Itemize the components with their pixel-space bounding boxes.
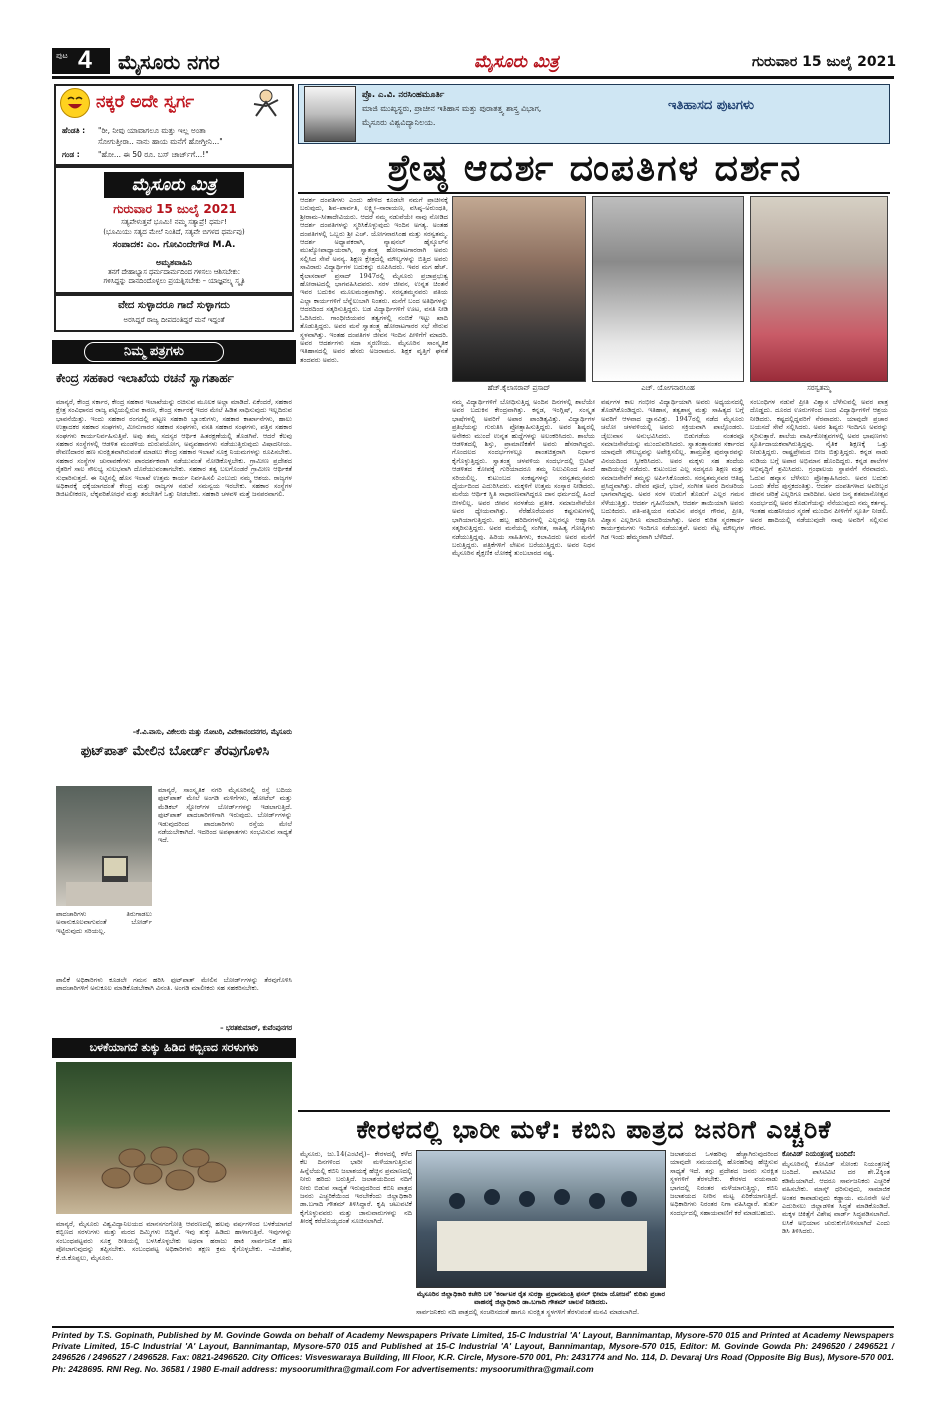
portrait-photo-1: [452, 196, 586, 382]
feature-headline: ಶ್ರೇಷ್ಠ ಆದರ್ಶ ದಂಪತಿಗಳ ದರ್ಶನ: [387, 148, 803, 189]
letter-body-rusted-rods: ಮಾನ್ಯರೆ, ಮೈಸೂರು ವಿಶ್ವವಿದ್ಯಾನಿಲಯದ ಮಾನಸಗಂಗೋತ್ರಿ ಆವರಣದಲ್ಲಿ ಹಲವು ವರ್ಷಗಳಿಂದ ಬಳಕೆಯಾಗದೆ ಕಬ್ಬಿಣದ ಸರಳುಗಳು ಮತ್ತು ಮರದ ದಿಮ್ಮಿಗಳು ಬಿದ್ದಿವೆ. ಇವು ತುಕ್ಕು ಹಿಡಿದು ಹಾಳಾಗುತ್ತಿವೆ. ಇವುಗಳನ್ನು ಸಂಬಂಧಪಟ್ಟವರು ಸೂಕ್ತ ರೀತಿಯಲ್ಲಿ ಬಳಸಿಕೊಳ್ಳಬೇಕು ಅಥವಾ ಹರಾಜು ಹಾಕಿ ಸಾರ್ವಜನಿಕ ಹಣ ಪೋಲಾಗುವುದನ್ನು ತಪ್ಪಿಸಬೇಕು. ಸಂಬಂಧಪಟ್ಟ ಅಧಿಕಾರಿಗಳು ತಕ್ಷಣ ಕ್ರಮ ಕೈಗೊಳ್ಳಬೇಕು. –ವಿಜಿತೇಶ, ಕೆ.ಜಿ.ಕೊಪ್ಪಲು, ಮೈಸೂರು.: [56, 1220, 292, 1262]
feature-column-4: ಸಂಬಂಧಿಗಳ ನಡುವೆ ಪ್ರೀತಿ ವಿಶ್ವಾಸ ಬೆಳೆಸುವಲ್ಲಿ ಅವರ ಪಾತ್ರ ದೊಡ್ಡದು. ದೂರದ ಊರುಗಳಿಂದ ಬಂದ ವಿದ್ಯಾರ್ಥಿಗಳಿಗೆ ಆಶ್ರಯ ನೀಡಿದರು. ಕಷ್ಟದಲ್ಲಿದ್ದವರಿಗೆ ನೆರವಾದರು. ಯಾವುದೇ ಪ್ರಚಾರ ಬಯಸದೆ ಸೇವೆ ಸಲ್ಲಿಸಿದರು. ಅವರ ಶಿಷ್ಯರು ಇಂದಿಗೂ ಅವರನ್ನು ಸ್ಮರಿಸುತ್ತಾರೆ. ಶಾಲೆಯ ವಾರ್ಷಿಕೋತ್ಸವಗಳಲ್ಲಿ ಅವರ ಭಾಷಣಗಳು ಸ್ಫೂರ್ತಿದಾಯಕವಾಗಿರುತ್ತಿದ್ದವು. ನೈತಿಕ ಶಿಕ್ಷಣಕ್ಕೆ ಒತ್ತು ನೀಡುತ್ತಿದ್ದರು. ರಾಷ್ಟ್ರಪ್ರೇಮದ ಬೀಜ ಬಿತ್ತುತ್ತಿದ್ದರು. ಕನ್ನಡ ನಾಡು ನುಡಿಯ ಬಗ್ಗೆ ಅಪಾರ ಅಭಿಮಾನ ಹೊಂದಿದ್ದರು. ಕನ್ನಡ ಶಾಲೆಗಳ ಅಭಿವೃದ್ಧಿಗೆ ಶ್ರಮಿಸಿದರು. ಗ್ರಂಥಾಲಯ ಸ್ಥಾಪನೆಗೆ ನೆರವಾದರು. ಓದುವ ಹವ್ಯಾಸ ಬೆಳೆಸಲು ಪ್ರೋತ್ಸಾಹಿಸಿದರು. ಅವರ ಬದುಕು ಒಂದು ತೆರೆದ ಪುಸ್ತಕದಂತಿತ್ತು. ಆದರ್ಶ ದಂಪತಿಗಳಾದ ಅವರಿಬ್ಬರ ಜೀವನ ಚರಿತ್ರೆ ಎಲ್ಲರಿಗೂ ದಾರಿದೀಪ. ಅವರ ಜನ್ಮ ಶತಮಾನೋತ್ಸವ ಸಂದರ್ಭದಲ್ಲಿ ಅವರ ಕೊಡುಗೆಯನ್ನು ನೆನೆಯುವುದು ನಮ್ಮ ಕರ್ತವ್ಯ. ಇಂತಹ ಮಹನೀಯರ ಸ್ಮರಣೆ ಮುಂದಿನ ಪೀಳಿಗೆಗೆ ಸ್ಫೂರ್ತಿ ನೀಡಲಿ. ಅವರ ಹಾದಿಯಲ್ಲಿ ನಡೆಯುವುದೇ ನಾವು ಅವರಿಗೆ ಸಲ್ಲಿಸುವ ಗೌರವ.: [750, 398, 888, 533]
author-name: ಪ್ರೊ. ಎ.ವಿ. ನರಸಿಂಹಮೂರ್ತಿ: [362, 90, 445, 100]
kerala-photo-caption: ಮೈಸೂರಿನ ಜಿಲ್ಲಾಧಿಕಾರಿ ಕಚೇರಿ ಬಳಿ 'ಕರ್ನಾಟಕ ರೈತ ಸುರಕ್ಷಾ ಪ್ರಧಾನಮಂತ್ರಿ ಫಸಲ್ ಭೀಮಾ ಯೋಜನೆ' ಕುರಿತು ಪ್ರಚಾರ ವಾಹನಕ್ಕೆ ಜಿಲ್ಲಾಧಿಕಾರಿ ಡಾ.ಬಗಾದಿ ಗೌತಮ್ ಚಾಲನೆ ನೀಡಿದರು.: [416, 1290, 666, 1306]
quote-title: ಅಮೃತವಾಹಿನಿ: [156, 258, 192, 267]
series-title: ಇತಿಹಾಸದ ಪುಟಗಳು: [668, 98, 755, 113]
headline-divider: [298, 192, 890, 194]
letters-title: ನಿಮ್ಮ ಪತ್ರಗಳು: [84, 342, 224, 362]
covid-subhead: ಕೋವಿಡ್ ನಿಯಂತ್ರಣಕ್ಕೆ ಬಂದಿದೆ:: [782, 1150, 856, 1158]
letter-body-footpath-3: ಪಾಲಿಕೆ ಅಧಿಕಾರಿಗಳು ಕೂಡಲೇ ಗಮನ ಹರಿಸಿ ಫುಟ್‌ಪಾತ್ ಮೇಲಿನ ಬೋರ್ಡ್‌ಗಳನ್ನು ತೆರವುಗೊಳಿಸಿ ಪಾದಚಾರಿಗಳಿಗೆ ಅನುಕೂಲ ಮಾಡಿಕೊಡಬೇಕಾಗಿ ವಿನಂತಿ. ಅಂಗಡಿ ಮಾಲೀಕರು ಸಹ ಸಹಕರಿಸಬೇಕು.: [56, 976, 292, 993]
kerala-column-1: ಮೈಸೂರು, ಜು.14(ಎಂಟಿವೈ)– ಕೇರಳದಲ್ಲಿ ಕಳೆದ ಕೆಲ ದಿನಗಳಿಂದ ಭಾರೀ ಮಳೆಯಾಗುತ್ತಿರುವ ಹಿನ್ನೆಲೆಯಲ್ಲಿ ಕಬಿನಿ ಜಲಾಶಯಕ್ಕೆ ಹೆಚ್ಚಿನ ಪ್ರಮಾಣದಲ್ಲಿ ನೀರು ಹರಿದು ಬರುತ್ತಿದೆ. ಜಲಾಶಯದಿಂದ ನದಿಗೆ ನೀರು ಬಿಡುವ ಸಾಧ್ಯತೆ ಇರುವುದರಿಂದ ಕಬಿನಿ ಪಾತ್ರದ ಜನರು ಎಚ್ಚರಿಕೆಯಿಂದ ಇರಬೇಕೆಂದು ಜಿಲ್ಲಾಧಿಕಾರಿ ಡಾ.ಬಗಾದಿ ಗೌತಮ್ ತಿಳಿಸಿದ್ದಾರೆ. ಕೃಷಿ ಚಟುವಟಿಕೆ ಕೈಗೊಳ್ಳುವವರು ಮತ್ತು ಜಾನುವಾರುಗಳನ್ನು ನದಿ ತೀರಕ್ಕೆ ಕರೆದೊಯ್ಯದಂತೆ ಸೂಚಿಸಲಾಗಿದೆ.: [300, 1150, 412, 1226]
letter-headline-footpath: ಫುಟ್‌ಪಾತ್ ಮೇಲಿನ ಬೋರ್ಡ್ ತೆರವುಗೊಳಿಸಿ: [80, 744, 270, 759]
masthead-editor: ಸಂಪಾದಕ: ಎಂ. ಗೋವಿಂದೇಗೌಡ M.A.: [112, 240, 236, 250]
joke-line-2: "ಹೋ... ಈ 50 ರೂ. ಬಸ್ ಚಾರ್ಜ್‌ಗೆ...!": [98, 150, 209, 159]
letter-body-footpath: ಮಾನ್ಯರೆ, ಸಾಂಸ್ಕೃತಿಕ ನಗರಿ ಮೈಸೂರಿನಲ್ಲಿ ರಸ್ತೆ ಬದಿಯ ಫುಟ್‌ಪಾತ್ ಮೇಲೆ ಅಂಗಡಿ ಮಳಿಗೆಗಳು, ಹೋಟೆಲ್ ಮತ್ತು ಮೆಡಿಕಲ್ ಸ್ಟೋರ್‌ಗಳ ಬೋರ್ಡ್‌ಗಳನ್ನು ಇಡಲಾಗುತ್ತಿದೆ. ಫುಟ್‌ಪಾತ್ ಪಾದಚಾರಿಗಳಿಗಾಗಿ ಇರುವುದು. ಬೋರ್ಡ್‌ಗಳನ್ನು ಇಡುವುದರಿಂದ ಪಾದಚಾರಿಗಳು ರಸ್ತೆಯ ಮೇಲೆ ನಡೆಯಬೇಕಾಗಿದೆ. ಇದರಿಂದ ಅಪಘಾತಗಳು ಸಂಭವಿಸುವ ಸಾಧ್ಯತೆ ಇದೆ.: [158, 786, 292, 845]
feature-column-2: ನಮ್ಮ ವಿದ್ಯಾರ್ಥಿಗಳಿಗೆ ಬೋಧಿಸುತ್ತಿದ್ದ ಅಂದಿನ ದಿನಗಳಲ್ಲಿ ಶಾಲೆಯೇ ಅವರ ಬದುಕಿನ ಕೇಂದ್ರವಾಗಿತ್ತು. ಕನ್ನಡ, ಇಂಗ್ಲಿಷ್, ಸಂಸ್ಕೃತ ಭಾಷೆಗಳಲ್ಲಿ ಅವರಿಗೆ ಅಪಾರ ಪಾಂಡಿತ್ಯವಿತ್ತು. ವಿದ್ಯಾರ್ಥಿಗಳ ಪ್ರತಿಭೆಯನ್ನು ಗುರುತಿಸಿ ಪ್ರೋತ್ಸಾಹಿಸುತ್ತಿದ್ದರು. ಅವರ ಶಿಷ್ಯರಲ್ಲಿ ಅನೇಕರು ಮುಂದೆ ಉನ್ನತ ಹುದ್ದೆಗಳನ್ನು ಅಲಂಕರಿಸಿದರು. ಶಾಲೆಯ ಆಡಳಿತದಲ್ಲಿ ಶಿಸ್ತು, ಪ್ರಾಮಾಣಿಕತೆಗೆ ಅವರು ಹೆಸರಾಗಿದ್ದರು. ಗೊಂದಲದ ಸಂದರ್ಭಗಳಲ್ಲೂ ಶಾಂತಚಿತ್ತರಾಗಿ ನಿರ್ಧಾರ ಕೈಗೊಳ್ಳುತ್ತಿದ್ದರು. ಸ್ವಾತಂತ್ರ್ಯ ಚಳವಳಿಯ ಸಂದರ್ಭದಲ್ಲಿ ಬ್ರಿಟಿಷ್ ಆಡಳಿತದ ಕೋಪಕ್ಕೆ ಗುರಿಯಾದರೂ ತಮ್ಮ ನಿಲುವಿನಿಂದ ಹಿಂದೆ ಸರಿಯಲಿಲ್ಲ. ಕುಟುಂಬದ ಸಂಕಷ್ಟಗಳನ್ನು ಸರಸ್ವತಮ್ಮನವರು ಧೈರ್ಯದಿಂದ ಎದುರಿಸಿದರು. ಮಕ್ಕಳಿಗೆ ಉತ್ತಮ ಸಂಸ್ಕಾರ ನೀಡಿದರು. ಮನೆಯ ಆರ್ಥಿಕ ಸ್ಥಿತಿ ಸಾಧಾರಣವಾಗಿದ್ದರೂ ದಾನ ಧರ್ಮದಲ್ಲಿ ಹಿಂದೆ ಬೀಳಲಿಲ್ಲ. ಅವರ ಜೀವನ ಸರಳತೆಯ ಪ್ರತೀಕ. ಸಮಾಜಸೇವೆಯೇ ಅವರ ಧ್ಯೇಯವಾಗಿತ್ತು. ನೆರೆಹೊರೆಯವರ ಕಷ್ಟಸುಖಗಳಲ್ಲಿ ಭಾಗಿಯಾಗುತ್ತಿದ್ದರು. ಹಬ್ಬ ಹರಿದಿನಗಳಲ್ಲಿ ಎಲ್ಲರನ್ನೂ ಆಹ್ವಾನಿಸಿ ಸತ್ಕರಿಸುತ್ತಿದ್ದರು. ಅವರ ಮನೆಯಲ್ಲಿ ಸಂಗೀತ, ಸಾಹಿತ್ಯ ಗೋಷ್ಠಿಗಳು ನಡೆಯುತ್ತಿದ್ದವು. ಹಿರಿಯ ಸಾಹಿತಿಗಳು, ಕಲಾವಿದರು ಅವರ ಮನೆಗೆ ಬರುತ್ತಿದ್ದರು. ಪತ್ರಿಕೆಗಳಿಗೆ ಲೇಖನ ಬರೆಯುತ್ತಿದ್ದರು. ಅವರ ನಿಧನ ಮೈಸೂರಿನ ಶೈಕ್ಷಣಿಕ ಲೋಕಕ್ಕೆ ತುಂಬಲಾರದ ನಷ್ಟ.: [452, 398, 595, 558]
letter-body: ಮಾನ್ಯರೆ, ಕೇಂದ್ರ ಸರ್ಕಾರ, ಕೇಂದ್ರ ಸಹಕಾರ ಇಲಾಖೆಯನ್ನು ರಚಿಸುವ ಮೂಲಕ ಅಲ್ಲಾ ಮಾಡಿದೆ. ಏಕೆಂದರೆ, ಸಹಕಾರ ಕ್ಷೇತ್ರ ಸಂವಿಧಾನದ ರಾಜ್ಯ ಪಟ್ಟಿಯಲ್ಲಿರುವ ಕಾರಣ, ಕೇಂದ್ರ ಸರ್ಕಾರಕ್ಕೆ ಇದರ ಮೇಲೆ ಹಿಡಿತ ಸಾಧಿಸುವುದು ಇಲ್ಲದಿರುವ ಭಾವನೆಯಿತ್ತು. ಇಂದು ಸಹಕಾರ ರಂಗದಲ್ಲಿ ಪಟ್ಟಣ ಸಹಕಾರಿ ಬ್ಯಾಂಕುಗಳು, ಸಹಕಾರ ಕಾರ್ಖಾನೆಗಳು, ಹಾಲು ಉತ್ಪಾದಕರ ಸಹಕಾರ ಸಂಘಗಳು, ಮೀನುಗಾರರ ಸಹಕಾರ ಸಂಘಗಳು, ವಸತಿ ಸಹಕಾರ ಸಂಘಗಳು, ಪತ್ತಿನ ಸಹಕಾರ ಸಂಘಗಳು ಕಾರ್ಯನಿರ್ವಹಿಸುತ್ತಿವೆ. ಅವು ತಮ್ಮ ಸದಸ್ಯರ ಆರ್ಥಿಕ ಹಿತರಕ್ಷಣೆಯಲ್ಲಿ ತೊಡಗಿವೆ. ಆದರೆ ಕೆಲವು ಸಹಕಾರ ಸಂಸ್ಥೆಗಳಲ್ಲಿ ಆಡಳಿತ ಮಂಡಳಿಯ ದುರುಪಯೋಗ, ಅವ್ಯವಹಾರಗಳು ನಡೆಯುತ್ತಿರುವುದು ವಿಷಾದನೀಯ. ಠೇವಣಿದಾರರ ಹಣ ಸುರಕ್ಷಿತವಾಗಿರುವಂತೆ ಮಾಡಲು ಕೇಂದ್ರ ಸಹಕಾರ ಇಲಾಖೆ ಸೂಕ್ತ ನಿಯಮಗಳನ್ನು ರೂಪಿಸಬೇಕು. ಸಹಕಾರ ಸಂಸ್ಥೆಗಳ ಚುನಾವಣೆಗಳು ಪಾರದರ್ಶಕವಾಗಿ ನಡೆಯುವಂತೆ ನೋಡಿಕೊಳ್ಳಬೇಕು. ಗ್ರಾಮೀಣ ಪ್ರದೇಶದ ರೈತರಿಗೆ ಸಾಲ ಸೌಲಭ್ಯ ಸುಲಭವಾಗಿ ದೊರೆಯುವಂತಾಗಬೇಕು. ಸಹಕಾರ ತತ್ವ ಬಲಗೊಂಡರೆ ಗ್ರಾಮೀಣ ಆರ್ಥಿಕತೆ ಸುಧಾರಿಸುತ್ತದೆ. ಈ ನಿಟ್ಟಿನಲ್ಲಿ ಹೊಸ ಇಲಾಖೆ ಉತ್ತಮ ಕಾರ್ಯ ನಿರ್ವಹಿಸಲಿ ಎಂಬುದು ನಮ್ಮ ಆಶಯ. ರಾಜ್ಯಗಳ ಅಧಿಕಾರಕ್ಕೆ ಧಕ್ಕೆಯಾಗದಂತೆ ಕೇಂದ್ರ ಮತ್ತು ರಾಜ್ಯಗಳ ನಡುವೆ ಸಮನ್ವಯ ಇರಬೇಕು. ಸಹಕಾರ ಸಂಸ್ಥೆಗಳ ಡಿಜಿಟಲೀಕರಣ, ಲೆಕ್ಕಪರಿಶೋಧನೆ ಮತ್ತು ತರಬೇತಿಗೆ ಒತ್ತು ನೀಡಬೇಕು. ಸಹಕಾರಿ ಚಳವಳಿ ಮತ್ತೆ ಜನಪರವಾಗಲಿ.: [56, 398, 292, 499]
joke-line-1b: ಸೋಗುತ್ತೀರಾ.. ನಾನು ಹಾಯ ಮನೆಗೆ ಹೋಗ್ತೀನಿ...": [98, 137, 223, 146]
quote-line-2: ಗಳಿಸಿದ್ದನ್ನು ದಾನದಿಂದೊಳ್ಳಲು ಪ್ರಯತ್ನಿಸಬೇಕು – ಯಾಜ್ಞವಲ್ಕ್ಯ ಸ್ಮೃತಿ: [103, 277, 245, 285]
author-designation: ಮಾಜಿ ಮುಖ್ಯಸ್ಥರು, ಪ್ರಾಚೀನ ಇತಿಹಾಸ ಮತ್ತು ಪುರಾತತ್ತ್ವ ಶಾಸ್ತ್ರ ವಿಭಾಗ,: [362, 104, 542, 113]
joke-label-wife: ಹೆಂಡತಿ :: [62, 126, 86, 135]
quote-line-1: ತನಗೆ ದೇಹಾಭ್ಯಾಸ ಧರ್ಮದಾರ್ಮದಿಂದ ಗಳಿಸಲು ಆಶಿಸಬೇಕು:: [108, 268, 240, 276]
masthead-date: ಗುರುವಾರ 15 ಜುಲೈ 2021: [113, 202, 237, 216]
humor-title: ನಕ್ಕರೆ ಅದೇ ಸ್ವರ್ಗ: [96, 92, 195, 112]
letter-body-footpath-2: ಪಾದಚಾರಿಗಳು ತಿರುಗಾಡಲು ಅನಾನುಕೂಲವಾಗುವಂತೆ ಬೋರ್ಡ್ ಇಟ್ಟಿರುವುದು ಸರಿಯಲ್ಲ.: [56, 910, 152, 935]
kerala-divider: [298, 1110, 890, 1112]
joke-label-husband: ಗಂಡ :: [62, 150, 80, 159]
rusted-rods-photo: [56, 1062, 292, 1214]
masthead-title: ಮೈಸೂರು ಮಿತ್ರ: [104, 172, 244, 198]
proverb-title: ವೇದ ಸುಳ್ಳಾದರೂ ಗಾದೆ ಸುಳ್ಳಾಗದು: [118, 300, 230, 311]
kerala-column-2: ಸಾರ್ವಜನಿಕರು ನದಿ ಪಾತ್ರದಲ್ಲಿ ಸಂಚರಿಸದಂತೆ ಹಾಗೂ ಸುರಕ್ಷಿತ ಸ್ಥಳಗಳಿಗೆ ತೆರಳುವಂತೆ ಮನವಿ ಮಾಡಲಾಗಿದೆ.: [416, 1308, 640, 1316]
masthead-logo: ಮೈಸೂರು ಮಿತ್ರ: [474, 52, 559, 72]
kerala-event-photo: [416, 1150, 666, 1288]
portrait-photo-3: [750, 196, 888, 382]
footpath-photo: [56, 786, 152, 906]
header-divider: [52, 76, 894, 79]
print-imprint: Printed by T.S. Gopinath, Published by M. Govinde Gowda on behalf of Academy Newspapers Private Limited, 15-C Industrial 'A' Layout, Bannimantap, Mysore-570 015 and Printed at Academy Newspapers Private Limited, 15-C Industrial 'A' Layout, Bannimantap, Mysore-570 015 and Published at 15-C Industrial 'A' Layout, Bannimantap, Mysore-570 015, Editor: M. Govinde Gowda Ph: 2496520 / 2496521 / 2496526 / 2496527 / 2496528. Fax: 0821-2496520. City Offices: Visveswaraya Building, III Floor, K.R. Circle, Mysore-570 001, Ph: 2431774 and No. 114, D. Devaraj Urs Road (Opposite Big Bus), Mysore-570 001. Ph: 2428695. RNI Reg. No. 36581 / 1980 E-mail address: mysoorumithra@gmail.com For advertisements: mysoorumithra@gmail.com: [52, 1330, 894, 1374]
kerala-column-3: ಜಲಾಶಯದ ಒಳಹರಿವು ಹೆಚ್ಚಾಗಿರುವುದರಿಂದ ಯಾವುದೇ ಸಮಯದಲ್ಲಿ ಹೊರಹರಿವು ಹೆಚ್ಚಿಸುವ ಸಾಧ್ಯತೆ ಇದೆ. ತಗ್ಗು ಪ್ರದೇಶದ ಜನರು ಸುರಕ್ಷಿತ ಸ್ಥಳಗಳಿಗೆ ತೆರಳಬೇಕು. ಕೇರಳದ ವಯನಾಡು ಭಾಗದಲ್ಲಿ ನಿರಂತರ ಮಳೆಯಾಗುತ್ತಿದ್ದು, ಕಬಿನಿ ಜಲಾಶಯದ ನೀರಿನ ಮಟ್ಟ ಏರಿಕೆಯಾಗುತ್ತಿದೆ. ಅಧಿಕಾರಿಗಳು ನಿರಂತರ ನಿಗಾ ವಹಿಸಿದ್ದಾರೆ. ತುರ್ತು ಸಂದರ್ಭದಲ್ಲಿ ಸಹಾಯವಾಣಿಗೆ ಕರೆ ಮಾಡಬಹುದು.: [670, 1150, 778, 1217]
letter-headline-rusted-rods: ಬಳಕೆಯಾಗದೆ ತುಕ್ಕು ಹಿಡಿದ ಕಬ್ಬಿಣದ ಸರಳುಗಳು: [52, 1038, 296, 1058]
section-name: ಮೈಸೂರು ನಗರ: [118, 50, 220, 74]
feature-column-1: ಆದರ್ಶ ದಂಪತಿಗಳು ಎಂದು ಹೇಳಿದ ಕೂಡಲೇ ನಮಗೆ ಪ್ರಾಚೀನಕ್ಕೆ ಬರುವುದು, ಶಿವ–ಪಾರ್ವತಿ, ಲಕ್ಷ್ಮೀ–ನಾರಾಯಣ, ವಸಿಷ್ಠ–ಅರುಂಧತಿ, ಶ್ರೀರಾಮ–ಸೀತಾದೇವಿಯರು. ಆದರೆ ನಮ್ಮ ನಡುವೆಯೇ ನಾವು ನೋಡಿದ ಆದರ್ಶ ದಂಪತಿಗಳನ್ನು ಸ್ಮರಿಸಿಕೊಳ್ಳುವುದು ಇಂದಿನ ಅಗತ್ಯ. ಅಂತಹ ದಂಪತಿಗಳಲ್ಲಿ ಒಬ್ಬರು ಶ್ರೀ ಎಚ್. ಯೋಗನಾರಸಿಂಹ ಮತ್ತು ಸರಸ್ವತಮ್ಮ. ಆದರ್ಶ ಅಧ್ಯಾಪಕರಾಗಿ, ನ್ಯಾಷನಲ್ ಹೈಸ್ಕೂಲ್‌ನ ಮುಖ್ಯೋಪಾಧ್ಯಾಯರಾಗಿ, ಸ್ವಾತಂತ್ರ್ಯ ಹೋರಾಟಗಾರರಾಗಿ ಅವರು ಸಲ್ಲಿಸಿದ ಸೇವೆ ಅನನ್ಯ. ಶಿಕ್ಷಣ ಕ್ಷೇತ್ರದಲ್ಲಿ ಮೌಲ್ಯಗಳನ್ನು ಬಿತ್ತಿದ ಅವರು ಸಾವಿರಾರು ವಿದ್ಯಾರ್ಥಿಗಳ ಬದುಕನ್ನು ರೂಪಿಸಿದರು. ಇವರ ಮಗ ಹೆಚ್. ಕೈಲಾಸರಾವ್ ಪ್ರಸಾದ್ 1947ರಲ್ಲಿ ಮೈಸೂರು ಪ್ರಜಾಪ್ರಭುತ್ವ ಹೋರಾಟದಲ್ಲಿ ಭಾಗವಹಿಸಿದವರು. ಸರಳ ಜೀವನ, ಉನ್ನತ ಚಿಂತನೆ ಇವರ ಬದುಕಿನ ಮೂಲಮಂತ್ರವಾಗಿತ್ತು. ಸರಸ್ವತಮ್ಮನವರು ಪತಿಯ ಎಲ್ಲಾ ಕಾರ್ಯಗಳಿಗೆ ಬೆನ್ನೆಲುಬಾಗಿ ನಿಂತರು. ಮನೆಗೆ ಬಂದ ಅತಿಥಿಗಳನ್ನು ಆದರದಿಂದ ಸತ್ಕರಿಸುತ್ತಿದ್ದರು. ಬಡ ವಿದ್ಯಾರ್ಥಿಗಳಿಗೆ ಊಟ, ವಸತಿ ನೀಡಿ ಓದಿಸಿದರು. ಗಾಂಧೀಜಿಯವರ ತತ್ವಗಳಲ್ಲಿ ನಂಬಿಕೆ ಇಟ್ಟು ಖಾದಿ ತೊಡುತ್ತಿದ್ದರು. ಅವರ ಮನೆ ಸ್ವಾತಂತ್ರ್ಯ ಹೋರಾಟಗಾರರ ಸಭೆ ಸೇರುವ ಸ್ಥಳವಾಗಿತ್ತು. ಇಂತಹ ದಂಪತಿಗಳ ಜೀವನ ಇಂದಿನ ಪೀಳಿಗೆಗೆ ಮಾದರಿ. ಅವರ ಆದರ್ಶಗಳು ಸದಾ ಸ್ಮರಣೀಯ. ಮೈಸೂರಿನ ಸಾಂಸ್ಕೃತಿಕ ಇತಿಹಾಸದಲ್ಲಿ ಅವರ ಹೆಸರು ಅಜರಾಮರ. ಶಿಕ್ಷಕ ವೃತ್ತಿಗೆ ಘನತೆ ತಂದವರು ಅವರು.: [300, 196, 448, 364]
portrait-photo-2: [592, 196, 744, 382]
author-photo: [304, 86, 356, 142]
masthead-motto-translation: (ಭೂಮಿಯು ಸತ್ಯದ ಮೇಲೆ ನಿಂತಿದೆ, ಸತ್ಯವೇ ಬಿಗಳದ ಧರ್ಮವು): [103, 228, 245, 236]
author-affiliation: ಮೈಸೂರು ವಿಶ್ವವಿದ್ಯಾನಿಲಯ.: [362, 118, 436, 127]
portrait-caption-2: ಎಚ್. ಯೋಗನಾರಸಿಂಹ: [641, 384, 695, 392]
page-number-box: [52, 48, 110, 74]
page-number: 4: [78, 46, 92, 74]
masthead-motto: ಸತ್ಯಪೇಳುತ್ತವೆ ಭೂಮಿ! ನಮ್ಮ ಸತ್ಯಾಪ್ರೆ! ಧರ್ಮ!: [121, 218, 227, 226]
feature-column-3: ವರ್ಷಗಳ ಕಾಲ ಗಂಭೀರ ವಿದ್ಯಾರ್ಥಿಯಾಗಿ ಅವರು ಅಧ್ಯಯನದಲ್ಲಿ ತೊಡಗಿಕೊಂಡಿದ್ದರು. ಇತಿಹಾಸ, ತತ್ವಶಾಸ್ತ್ರ ಮತ್ತು ಸಾಹಿತ್ಯದ ಬಗ್ಗೆ ಅವರಿಗೆ ಆಳವಾದ ಜ್ಞಾನವಿತ್ತು. 1947ರಲ್ಲಿ ನಡೆದ ಮೈಸೂರು ಚಲೋ ಚಳವಳಿಯಲ್ಲಿ ಅವರು ಸಕ್ರಿಯವಾಗಿ ಪಾಲ್ಗೊಂಡರು. ಜೈಲುವಾಸ ಅನುಭವಿಸಿದರು. ಬಿಡುಗಡೆಯ ನಂತರವೂ ಸಮಾಜಸೇವೆಯನ್ನು ಮುಂದುವರಿಸಿದರು. ಸ್ವಾತಂತ್ರ್ಯಾನಂತರ ಸರ್ಕಾರದ ಯಾವುದೇ ಸೌಲಭ್ಯವನ್ನು ಅಪೇಕ್ಷಿಸಲಿಲ್ಲ. ತಾಮ್ರಪತ್ರ ಪುರಸ್ಕಾರವನ್ನು ವಿನಯದಿಂದ ಸ್ವೀಕರಿಸಿದರು. ಅವರ ಮಕ್ಕಳು ಸಹ ತಂದೆಯ ಹಾದಿಯಲ್ಲೇ ನಡೆದರು. ಕುಟುಂಬದ ಎಲ್ಲ ಸದಸ್ಯರೂ ಶಿಕ್ಷಣ ಮತ್ತು ಸಮಾಜಸೇವೆಗೆ ತಮ್ಮನ್ನು ಅರ್ಪಿಸಿಕೊಂಡರು. ಸರಸ್ವತಮ್ಮನವರ ಆತಿಥ್ಯ ಪ್ರಸಿದ್ಧವಾಗಿತ್ತು. ದೇವರ ಪೂಜೆ, ಭಜನೆ, ಸಂಗೀತ ಅವರ ದಿನಚರಿಯ ಭಾಗವಾಗಿದ್ದವು. ಅವರ ಸರಳ ಉಡುಗೆ ತೊಡುಗೆ ಎಲ್ಲರ ಗಮನ ಸೆಳೆಯುತ್ತಿತ್ತು. ಆದರ್ಶ ಗೃಹಿಣಿಯಾಗಿ, ಆದರ್ಶ ತಾಯಿಯಾಗಿ ಅವರು ಬದುಕಿದರು. ಪತಿ-ಪತ್ನಿಯರ ನಡುವಿನ ಪರಸ್ಪರ ಗೌರವ, ಪ್ರೀತಿ, ವಿಶ್ವಾಸ ಎಲ್ಲರಿಗೂ ಮಾದರಿಯಾಗಿತ್ತು. ಅವರ ಕುರಿತ ಸ್ಮರಣಾರ್ಥ ಕಾರ್ಯಕ್ರಮಗಳು ಇಂದಿಗೂ ನಡೆಯುತ್ತವೆ. ಅವರು ನೆಟ್ಟ ಮೌಲ್ಯಗಳ ಗಿಡ ಇಂದು ಹೆಮ್ಮರವಾಗಿ ಬೆಳೆದಿದೆ.: [601, 398, 744, 541]
letter-signature: –ಕೆ.ವಿ.ವಾಸು, ವಿಕೇಲರು ಮತ್ತು ನೋಟರಿ, ವಿವೇಕಾನಂದನಗರ, ಮೈಸೂರು: [132, 728, 292, 736]
joke-line-1: "ರೀ, ನೀವು ಯಾವಾಗಲೂ ಮತ್ತು ಇಲ್ಲ ಅಂತಾ: [98, 126, 206, 135]
cartoon-figure-icon: [246, 88, 286, 118]
proverb-text: ಅರಸಿದ್ದರೆ ರಾಜ್ಯ ದೀಪದಂತಿದ್ದರೆ ಮನೆ ಇದ್ದಂತೆ: [123, 316, 225, 324]
footer-divider: [52, 1326, 894, 1328]
kerala-headline: ಕೇರಳದಲ್ಲಿ ಭಾರೀ ಮಳೆ: ಕಬಿನಿ ಪಾತ್ರದ ಜನರಿಗೆ ಎಚ್ಚರಿಕೆ: [356, 1115, 832, 1144]
page-label: ಪುಟ: [56, 51, 68, 60]
letter-signature-footpath: – ಭರತಕುಮಾರ್, ಕುವೆಂಪುನಗರ: [220, 1024, 292, 1032]
letter-headline: ಕೇಂದ್ರ ಸಹಕಾರ ಇಲಾಖೆಯ ರಚನೆ ಸ್ವಾಗತಾರ್ಹ: [56, 371, 234, 385]
portrait-caption-3: ಸರಸ್ವತಮ್ಮ: [807, 384, 831, 392]
covid-body: ಮೈಸೂರಿನಲ್ಲಿ ಕೋವಿಡ್ ಸೋಂಕು ನಿಯಂತ್ರಣಕ್ಕೆ ಬಂದಿದೆ. ಪಾಸಿಟಿವಿಟಿ ದರ ಶೇ.2ಕ್ಕಿಂತ ಕಡಿಮೆಯಾಗಿದೆ. ಆದರೂ ಸಾರ್ವಜನಿಕರು ಎಚ್ಚರಿಕೆ ವಹಿಸಬೇಕು. ಮಾಸ್ಕ್ ಧರಿಸುವುದು, ಸಾಮಾಜಿಕ ಅಂತರ ಕಾಪಾಡುವುದು ಕಡ್ಡಾಯ. ಮೂರನೇ ಅಲೆ ಎದುರಿಸಲು ಜಿಲ್ಲಾಡಳಿತ ಸಿದ್ಧತೆ ಮಾಡಿಕೊಂಡಿದೆ. ಮಕ್ಕಳ ಚಿಕಿತ್ಸೆಗೆ ವಿಶೇಷ ವಾರ್ಡ್ ಸಿದ್ಧಪಡಿಸಲಾಗಿದೆ. ಲಸಿಕೆ ಅಭಿಯಾನ ಚುರುಕುಗೊಳಿಸಲಾಗಿದೆ ಎಂದು ಡಿಸಿ ತಿಳಿಸಿದರು.: [782, 1160, 890, 1236]
header-date: ಗುರುವಾರ 15 ಜುಲೈ 2021: [752, 54, 897, 70]
portrait-caption-1: ಹೆಚ್.ಕೈಲಾಸರಾವ್ ಪ್ರಸಾದ್: [487, 384, 551, 392]
laughing-face-icon: [60, 88, 90, 118]
